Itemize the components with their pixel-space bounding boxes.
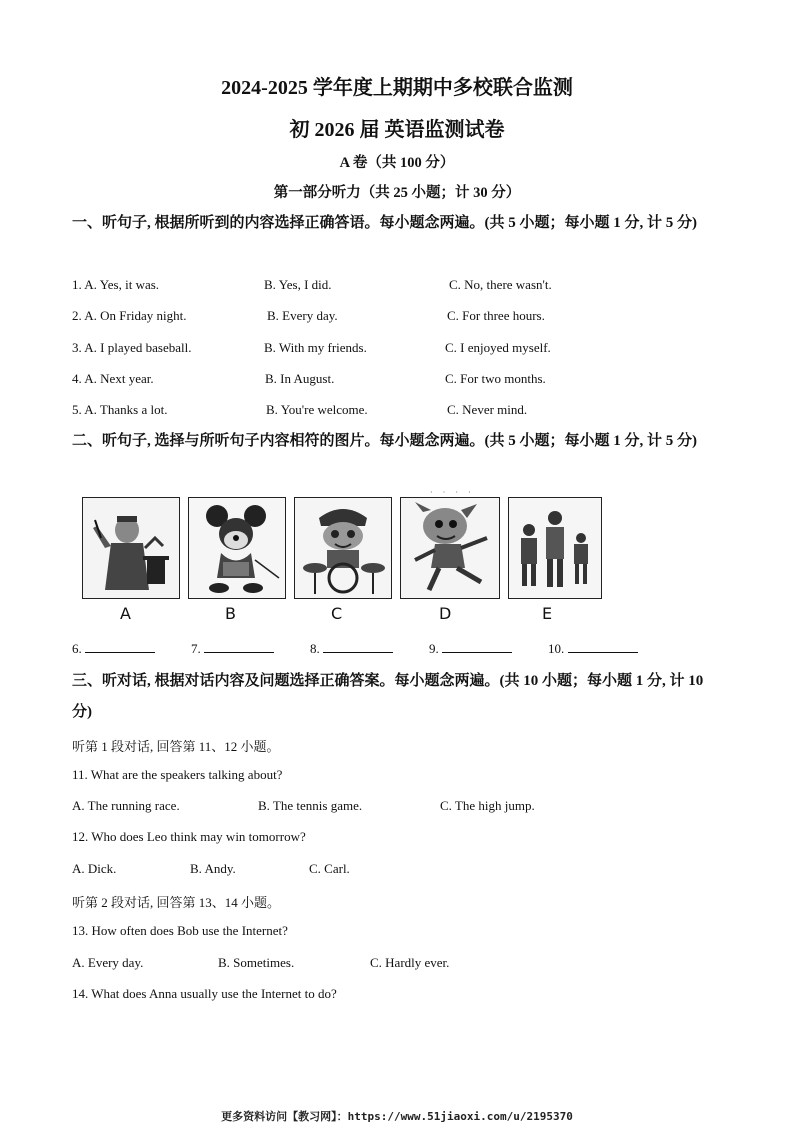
q5-option-c: C. Never mind. <box>447 402 528 417</box>
q5-option-a: 5. A. Thanks a lot. <box>72 402 168 417</box>
picture-label-d: D <box>439 604 452 623</box>
blank-number-9: 9. <box>429 641 439 656</box>
q11-option-a: A. The running race. <box>72 798 180 813</box>
q4-option-b: B. In August. <box>265 371 335 386</box>
answer-blank-8[interactable] <box>310 640 393 657</box>
q2-option-a: 2. A. On Friday night. <box>72 308 187 323</box>
dialog1-intro: 听第 1 段对话, 回答第 11、12 小题。 <box>72 739 280 754</box>
answer-blank-7[interactable] <box>191 640 274 657</box>
picture-row <box>82 497 602 625</box>
section2-instruction: 二、听句子, 选择与所听句子内容相符的图片。每小题念两遍。(共 5 小题；每小题 1 分, 计 5 分) <box>72 433 697 449</box>
q1-option-b: B. Yes, I did. <box>264 277 332 292</box>
q1-option-a: 1. A. Yes, it was. <box>72 277 160 292</box>
blank-number-6: 6. <box>72 641 82 656</box>
footer-link[interactable]: 更多资料访问【教习网】：https://www.51jiaoxi.com/u/2195370 <box>221 1110 573 1123</box>
paper-a-heading: A 卷（共 100 分） <box>339 155 455 171</box>
picture-label-b: B <box>225 604 236 623</box>
blank-line <box>442 640 512 653</box>
q2-option-c: C. For three hours. <box>447 308 545 323</box>
q13-option-b: B. Sometimes. <box>218 955 295 970</box>
scan-specks: · · · · <box>430 488 475 497</box>
q2-option-b: B. Every day. <box>267 308 338 323</box>
drummer-icon <box>294 497 392 599</box>
answer-blank-9[interactable] <box>429 640 512 657</box>
picture-label-a: A <box>120 604 131 623</box>
section3-instruction: 三、听对话, 根据对话内容及问题选择正确答案。每小题念两遍。(共 10 小题；每小题 1 分, 计 10 分) <box>72 673 704 720</box>
q3-option-c: C. I enjoyed myself. <box>445 340 551 355</box>
blank-number-7: 7. <box>191 641 201 656</box>
q11-option-b: B. The tennis game. <box>258 798 363 813</box>
q11-option-c: C. The high jump. <box>440 798 535 813</box>
q1-option-c: C. No, there wasn't. <box>449 277 552 292</box>
q4-option-a: 4. A. Next year. <box>72 371 154 386</box>
question-14: 14. What does Anna usually use the Internet to do? <box>72 986 337 1001</box>
question-11: 11. What are the speakers talking about? <box>72 767 283 782</box>
question-12: 12. Who does Leo think may win tomorrow? <box>72 829 306 844</box>
magician-icon <box>82 497 180 599</box>
exam-title-line1: 2024-2025 学年度上期期中多校联合监测 <box>221 77 573 99</box>
mickey-mouse-icon <box>188 497 286 599</box>
three-people-icon <box>508 497 602 599</box>
dialog2-intro: 听第 2 段对话, 回答第 13、14 小题。 <box>72 895 281 910</box>
blank-line <box>204 640 274 653</box>
q5-option-b: B. You're welcome. <box>266 402 368 417</box>
q12-option-b: B. Andy. <box>190 861 236 876</box>
blank-line <box>85 640 155 653</box>
part1-heading: 第一部分听力（共 25 小题；计 30 分） <box>273 185 521 201</box>
question-13: 13. How often does Bob use the Internet? <box>72 923 288 938</box>
answer-blank-6[interactable] <box>72 640 155 657</box>
blank-line <box>323 640 393 653</box>
dancing-cartoon-icon <box>400 497 500 599</box>
blank-number-8: 8. <box>310 641 320 656</box>
blank-line <box>568 640 638 653</box>
exam-title-line2: 初 2026 届 英语监测试卷 <box>289 119 505 141</box>
q3-option-b: B. With my friends. <box>264 340 367 355</box>
q12-option-c: C. Carl. <box>309 861 350 876</box>
answer-blank-10[interactable] <box>548 640 638 657</box>
q13-option-c: C. Hardly ever. <box>370 955 450 970</box>
q3-option-a: 3. A. I played baseball. <box>72 340 192 355</box>
q13-option-a: A. Every day. <box>72 955 144 970</box>
blank-number-10: 10. <box>548 641 565 656</box>
q4-option-c: C. For two months. <box>445 371 546 386</box>
picture-label-c: C <box>331 604 343 623</box>
picture-label-e: E <box>542 604 553 623</box>
section1-instruction: 一、听句子, 根据所听到的内容选择正确答语。每小题念两遍。(共 5 小题；每小题 1 分, 计 5 分) <box>72 215 697 231</box>
q12-option-a: A. Dick. <box>72 861 117 876</box>
